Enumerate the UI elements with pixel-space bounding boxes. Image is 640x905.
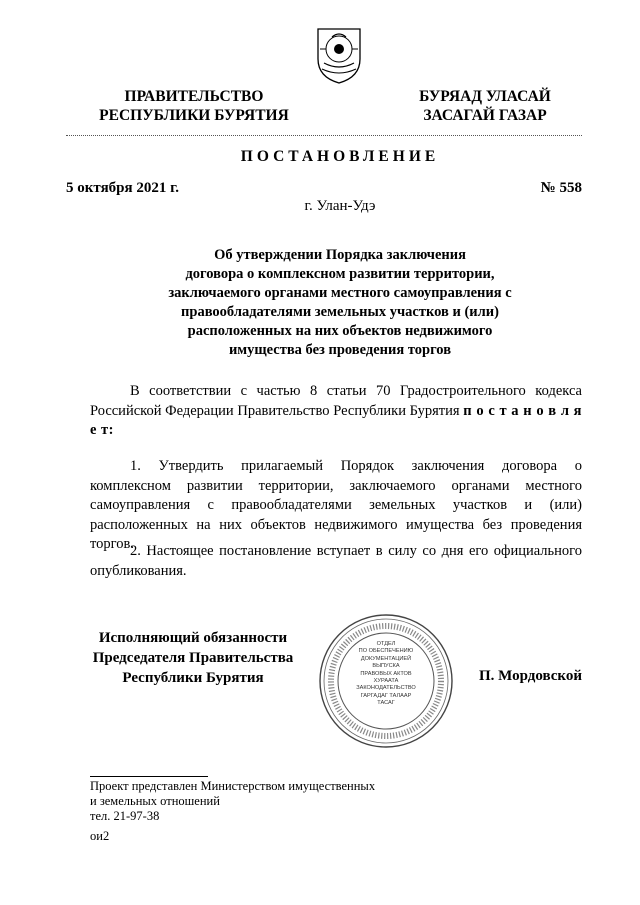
stamp-line: ДОКУМЕНТАЦИЕЙ: [360, 655, 412, 662]
item-2-paragraph: 2. Настоящее постановление вступает в силу со дня его официального опубликования.: [90, 543, 582, 579]
signatory-line2: Председателя Правительства: [92, 650, 294, 666]
header-left: [84, 87, 304, 125]
footnote-line1: Проект представлен Министерством имущественных: [90, 779, 376, 793]
signatory-line1: Исполняющий обязанности: [98, 630, 288, 646]
document-type: ПОСТАНОВЛЕНИЕ: [240, 148, 440, 165]
stamp-line: ТАСАГ: [377, 700, 395, 707]
coat-of-arms-icon: [314, 23, 364, 85]
stamp-line: ЗАКОНОДАТЕЛЬСТВО: [356, 685, 416, 692]
title-line: заключаемого органами местного самоуправления с: [168, 285, 512, 301]
footnote-phone: тел. 21-97-38: [90, 809, 160, 823]
document-city: г. Улан-Удэ: [304, 198, 376, 214]
signatory-position: [80, 628, 306, 688]
stamp-line: ХУРААТА: [373, 678, 399, 685]
stamp-line: ПО ОБЕСПЕЧЕНИЮ: [358, 648, 414, 655]
item-1-paragraph: 1. Утвердить прилагаемый Порядок заключения договора о комплексном развитии территории, заключаемого органами местного самоуправления с правообладателями земельных участков и (или) расположенных на них объектов недвижимого имущества без проведения торгов.: [90, 458, 582, 552]
title-line: расположенных на них объектов недвижимого: [187, 323, 493, 339]
official-stamp: [318, 613, 454, 749]
title-line: Об утверждении Порядка заключения: [214, 247, 466, 263]
header-right: [385, 87, 585, 125]
signatory-name: П. Мордовской: [478, 668, 582, 684]
preamble-paragraph: [90, 382, 582, 441]
preamble-emphasis: п о с т а н о в л я е т:: [90, 402, 583, 438]
title-line: имущества без проведения торгов: [228, 342, 452, 358]
preamble-text: В соответствии с частью 8 статьи 70 Градостроительного кодекса Российской Федерации Правительство Республики Бурятия: [90, 383, 582, 419]
title-line: договора о комплексном развитии территории,: [185, 266, 495, 282]
footnote: [90, 779, 490, 824]
header-right-line2: ЗАСАГАЙ ГАЗАР: [423, 107, 547, 124]
document-title: [120, 246, 560, 360]
stamp-line: ОТДЕЛ: [376, 641, 396, 647]
header-left-line2: РЕСПУБЛИКИ БУРЯТИЯ: [99, 107, 289, 124]
header-left-line1: ПРАВИТЕЛЬСТВО: [124, 88, 264, 105]
footnote-line2: и земельных отношений: [90, 794, 220, 808]
footnote-code: ои2: [90, 829, 110, 843]
document-number: № 558: [540, 180, 582, 196]
stamp-line: ВЫПУСКА: [372, 663, 400, 670]
title-line: правообладателями земельных участков и (или): [181, 304, 499, 320]
header-right-line1: БУРЯАД УЛАСАЙ: [419, 88, 551, 105]
document-date: 5 октября 2021 г.: [66, 180, 180, 196]
header-divider: [66, 135, 582, 136]
footnote-rule: [90, 776, 208, 777]
signatory-line3: Республики Бурятия: [122, 670, 264, 686]
stamp-line: ГАРГАДАГ ТАЛААР: [360, 692, 412, 699]
stamp-line: ПРАВОВЫХ АКТОВ: [360, 670, 412, 677]
